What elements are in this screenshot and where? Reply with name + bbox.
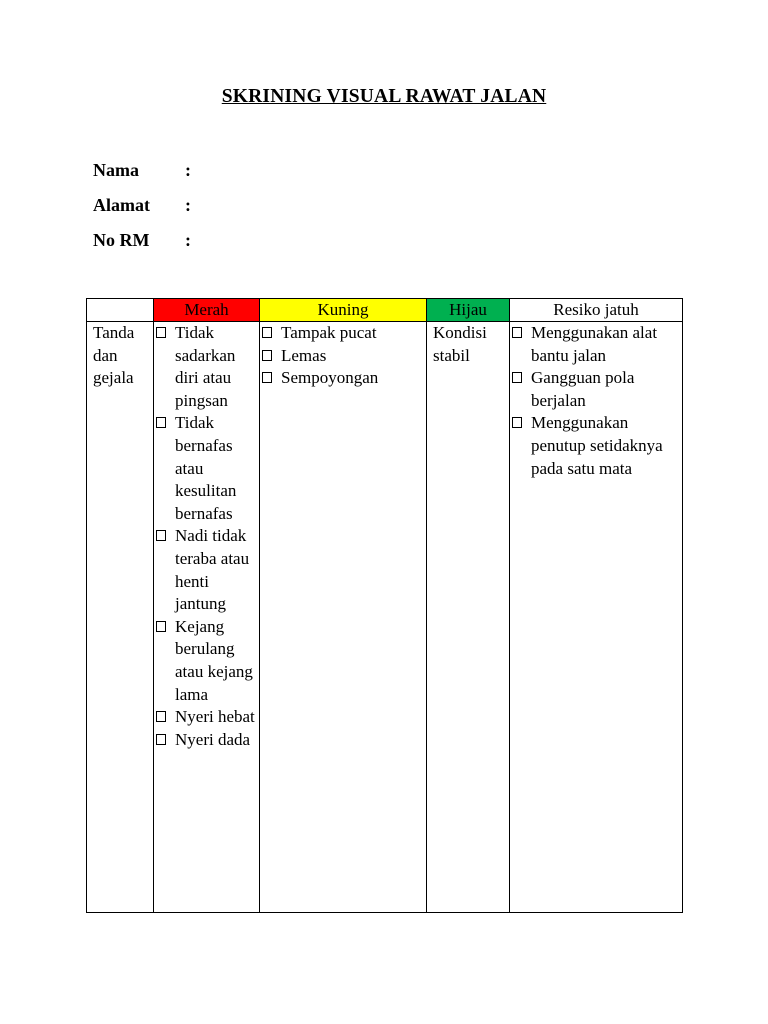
- page-title: SKRINING VISUAL RAWAT JALAN: [221, 86, 547, 107]
- merah-item-label: Tidak bernafas atau kesulitan bernafas: [175, 413, 237, 523]
- row-label: Tanda dan gejala: [93, 323, 135, 388]
- kuning-item: [260, 345, 426, 368]
- hijau-cell: [427, 322, 510, 913]
- checkbox-icon[interactable]: [512, 417, 522, 428]
- field-separator: :: [185, 195, 191, 215]
- merah-item-label: Nyeri hebat: [175, 707, 255, 727]
- kuning-cell: [260, 322, 427, 913]
- row-label-cell: [87, 322, 154, 913]
- merah-item: [154, 322, 259, 412]
- screening-table: [86, 298, 683, 913]
- resiko-list: [510, 322, 682, 480]
- merah-item: [154, 729, 259, 752]
- kuning-item-label: Lemas: [281, 345, 327, 365]
- merah-item: [154, 616, 259, 706]
- checkbox-icon[interactable]: [156, 621, 166, 632]
- kuning-item: [260, 322, 426, 345]
- kuning-list: [260, 322, 426, 390]
- header-kuning: Kuning: [260, 299, 427, 322]
- merah-item: [154, 412, 259, 525]
- resiko-item: [510, 322, 682, 367]
- header-resiko-jatuh: Resiko jatuh: [510, 299, 683, 322]
- checkbox-icon[interactable]: [262, 327, 272, 338]
- checkbox-icon[interactable]: [512, 372, 522, 383]
- checkbox-icon[interactable]: [156, 417, 166, 428]
- header-hijau: Hijau: [427, 299, 510, 322]
- table-header-row: [87, 299, 683, 322]
- kuning-item: [260, 367, 426, 390]
- checkbox-icon[interactable]: [262, 372, 272, 383]
- merah-cell: [154, 322, 260, 913]
- resiko-item-label: Menggunakan penutup setidaknya pada satu mata: [531, 413, 663, 478]
- checkbox-icon[interactable]: [262, 350, 272, 361]
- resiko-item-label: Gangguan pola berjalan: [531, 368, 635, 410]
- resiko-item: [510, 412, 682, 480]
- field-no-rm: [93, 230, 191, 251]
- kuning-item-label: Sempoyongan: [281, 368, 379, 388]
- merah-item-label: Nyeri dada: [175, 729, 251, 749]
- checkbox-icon[interactable]: [156, 711, 166, 722]
- merah-list: [154, 322, 259, 751]
- checkbox-icon[interactable]: [156, 530, 166, 541]
- checkbox-icon[interactable]: [156, 327, 166, 338]
- field-alamat: [93, 195, 191, 216]
- merah-item: [154, 525, 259, 615]
- header-merah: Merah: [154, 299, 260, 322]
- field-separator: :: [185, 230, 191, 250]
- resiko-item-label: Menggunakan alat bantu jalan: [531, 323, 658, 365]
- resiko-item: [510, 367, 682, 412]
- field-label: No RM: [93, 230, 150, 250]
- field-label: Alamat: [93, 195, 150, 215]
- hijau-text: Kondisi stabil: [433, 323, 487, 365]
- checkbox-icon[interactable]: [512, 327, 522, 338]
- merah-item-label: Nadi tidak teraba atau henti jantung: [175, 526, 250, 614]
- checkbox-icon[interactable]: [156, 734, 166, 745]
- merah-item-label: Kejang berulang atau kejang lama: [175, 616, 253, 704]
- resiko-cell: [510, 322, 683, 913]
- field-separator: :: [185, 160, 191, 180]
- table-row: [87, 322, 683, 913]
- kuning-item-label: Tampak pucat: [281, 323, 377, 342]
- field-label: Nama: [93, 160, 139, 180]
- merah-item-label: Tidak sadarkan diri atau pingsan: [175, 323, 236, 410]
- field-nama: [93, 160, 191, 181]
- merah-item: [154, 706, 259, 729]
- header-empty: [87, 299, 154, 322]
